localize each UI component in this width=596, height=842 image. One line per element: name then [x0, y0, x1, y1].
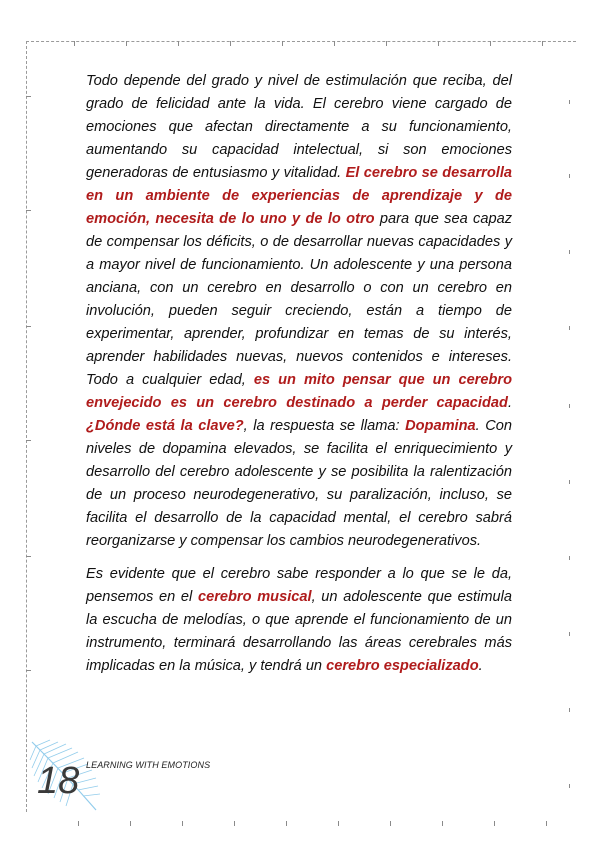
frame-tick: [490, 41, 491, 46]
frame-tick: [569, 404, 570, 408]
frame-tick: [569, 480, 570, 484]
page-frame-top: [26, 41, 576, 42]
frame-tick: [569, 250, 570, 254]
frame-tick: [334, 41, 335, 46]
frame-tick: [442, 821, 443, 826]
text-run: Todo depende del grado y nivel de estimulación que reciba, del grado de felicidad ante la vida. El cerebro viene cargado de emociones que afectan directamente a su funcionamiento, aumentando su capacidad intelectual, si son emociones generadoras de entusiasmo y vitalidad.: [86, 73, 512, 181]
frame-tick: [230, 41, 231, 46]
text-run: , la respuesta se llama:: [243, 418, 406, 434]
frame-tick: [26, 670, 31, 671]
text-run: Es evidente que el cerebro sabe responder a lo que se le da, pensemos en el: [86, 566, 512, 605]
frame-tick: [390, 821, 391, 826]
page-frame-left: [26, 41, 27, 812]
frame-tick: [182, 821, 183, 826]
frame-tick: [569, 100, 570, 104]
frame-tick: [569, 174, 570, 178]
body-text: [86, 70, 512, 678]
frame-tick: [494, 821, 495, 826]
frame-tick: [234, 821, 235, 826]
frame-tick: [569, 326, 570, 330]
frame-tick: [542, 41, 543, 46]
frame-tick: [26, 556, 31, 557]
frame-tick: [286, 821, 287, 826]
book-title: LEARNING WITH EMOTIONS: [86, 760, 211, 770]
frame-tick: [74, 41, 75, 46]
frame-tick: [438, 41, 439, 46]
text-run: .: [507, 395, 512, 411]
highlighted-phrase: ¿Dónde está la clave?: [86, 418, 244, 434]
frame-tick: [26, 210, 31, 211]
frame-tick: [26, 96, 31, 97]
frame-tick: [546, 821, 547, 826]
frame-tick: [130, 821, 131, 826]
frame-tick: [126, 41, 127, 46]
frame-tick: [338, 821, 339, 826]
frame-tick: [569, 784, 570, 788]
highlighted-phrase: es un mito pensar que un cerebro envejecido es un cerebro destinado a perder capacidad: [86, 372, 512, 411]
paragraph-1: [86, 70, 512, 553]
frame-tick: [569, 632, 570, 636]
text-run: . Con niveles de dopamina elevados, se facilita el enriquecimiento y desarrollo del cerebro adolescente y se posibilita la ralentización de un proceso neurodegenerativo, su paralización, incluso, se facilita el desarrollo de la capacidad mental, el cerebro sabrá reorganizarse y compensar los cambios neurodegenerativos.: [86, 418, 512, 549]
highlighted-phrase: Dopamina: [405, 418, 476, 434]
highlighted-phrase: cerebro especializado: [326, 658, 479, 674]
frame-tick: [78, 821, 79, 826]
page-number: 18: [37, 760, 80, 802]
frame-tick: [26, 326, 31, 327]
frame-tick: [26, 440, 31, 441]
frame-tick: [386, 41, 387, 46]
text-run: para que sea capaz de compensar los déficits, o de desarrollar nuevas capacidades y a mayor nivel de funcionamiento. Un adolescente y una persona anciana, con un cerebro en desarrollo o con un cerebro en involución, pueden seguir creciendo, están a tiempo de experimentar, aprender, profundizar en temas de su interés, aprender habilidades nuevas, nuevos contenidos e intereses. Todo a cualquier edad,: [86, 211, 512, 388]
highlighted-phrase: cerebro musical: [197, 589, 312, 605]
text-run: .: [478, 658, 483, 674]
text-run: , un adolescente que estimula la escucha de melodías, o que aprende el funcionamiento de un instrumento, terminará desarrollando las áreas cerebrales más implicadas en la música, y tendrá un: [86, 589, 512, 674]
frame-tick: [178, 41, 179, 46]
frame-tick: [282, 41, 283, 46]
frame-tick: [569, 708, 570, 712]
highlighted-phrase: El cerebro se desarrolla en un ambiente de experiencias de aprendizaje y de emoción, necesita de lo uno y de lo otro: [86, 165, 512, 227]
frame-tick: [569, 556, 570, 560]
paragraph-2: [86, 563, 512, 678]
